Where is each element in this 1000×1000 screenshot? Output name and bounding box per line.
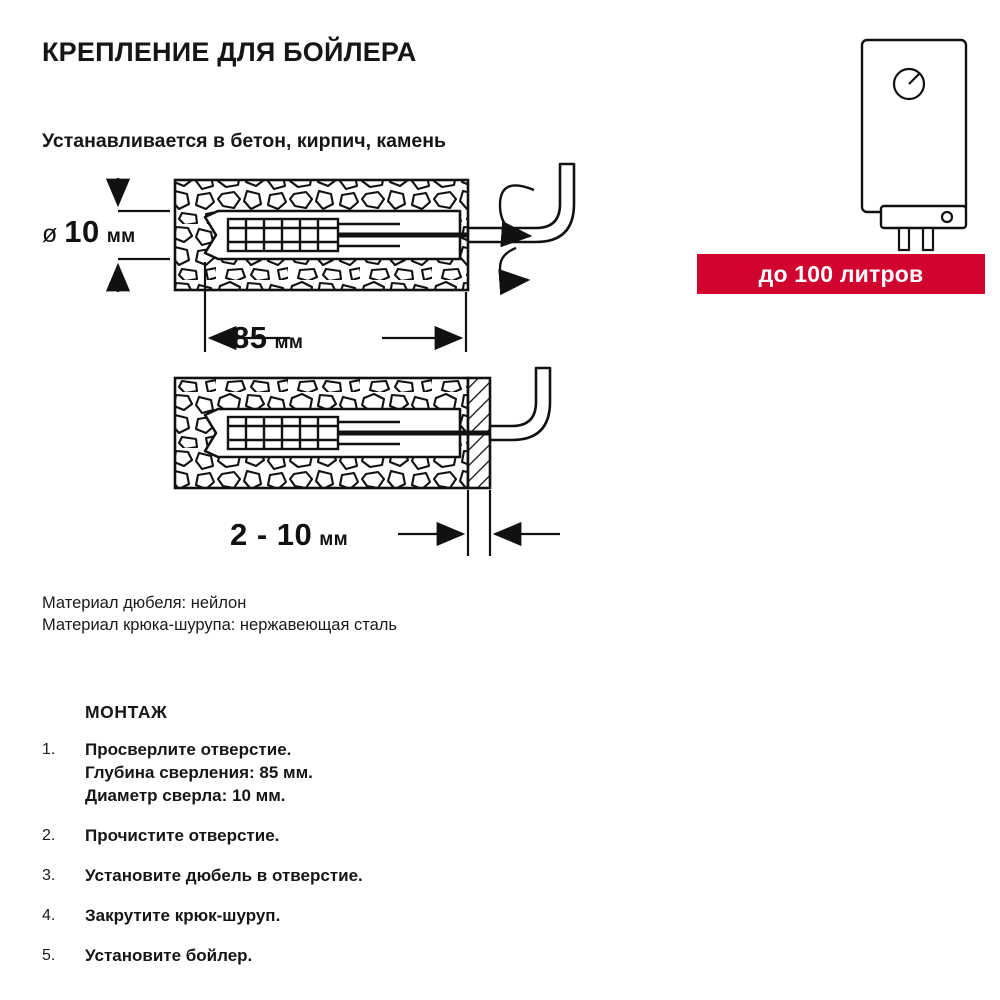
boiler-illustration <box>862 40 966 250</box>
thickness-value: 2 - 10 <box>230 517 313 552</box>
list-item <box>42 864 542 887</box>
step-line: Установите бойлер. <box>85 946 253 965</box>
capacity-badge <box>697 254 985 294</box>
material-hook: Материал крюка-шурупа: нержавеющая сталь <box>42 616 398 634</box>
dimension-label-depth <box>232 320 303 356</box>
thickness-unit: мм <box>319 529 348 550</box>
step-line: Прочистите отверстие. <box>85 826 280 845</box>
step-line: Диаметр сверла: 10 мм. <box>85 786 286 805</box>
step-line: Просверлите отверстие. <box>85 740 292 759</box>
step-text <box>85 864 363 887</box>
mounting-steps <box>42 738 542 984</box>
list-item <box>42 824 542 847</box>
subtitle: Устанавливается в бетон, кирпич, камень <box>42 130 447 152</box>
depth-value: 85 <box>232 320 268 355</box>
depth-unit: мм <box>274 332 304 353</box>
diagram-anchor-in-wall <box>118 164 574 352</box>
step-text <box>85 738 313 807</box>
mounting-heading: МОНТАЖ <box>85 702 168 722</box>
materials-block <box>42 592 397 636</box>
list-item <box>42 944 542 967</box>
step-number: 3. <box>42 867 56 884</box>
step-number: 1. <box>42 741 56 758</box>
step-text <box>85 944 252 967</box>
step-text <box>85 904 280 927</box>
step-number: 4. <box>42 907 56 924</box>
diameter-unit: мм <box>106 226 136 247</box>
material-dowel: Материал дюбеля: нейлон <box>42 594 247 612</box>
step-text <box>85 824 279 847</box>
step-line: Установите дюбель в отверстие. <box>85 866 363 885</box>
step-number: 2. <box>42 827 56 844</box>
diameter-value: 10 <box>64 214 100 249</box>
step-line: Глубина сверления: 85 мм. <box>85 763 313 782</box>
dimension-label-diameter <box>42 214 135 250</box>
step-line: Закрутите крюк-шуруп. <box>85 906 281 925</box>
dimension-label-thickness <box>230 517 348 553</box>
list-item <box>42 738 542 807</box>
capacity-badge-label: до 100 литров <box>758 260 924 287</box>
step-number: 5. <box>42 947 56 964</box>
page-title: КРЕПЛЕНИЕ ДЛЯ БОЙЛЕРА <box>42 37 417 67</box>
list-item <box>42 904 542 927</box>
diameter-symbol: ø <box>42 220 58 248</box>
